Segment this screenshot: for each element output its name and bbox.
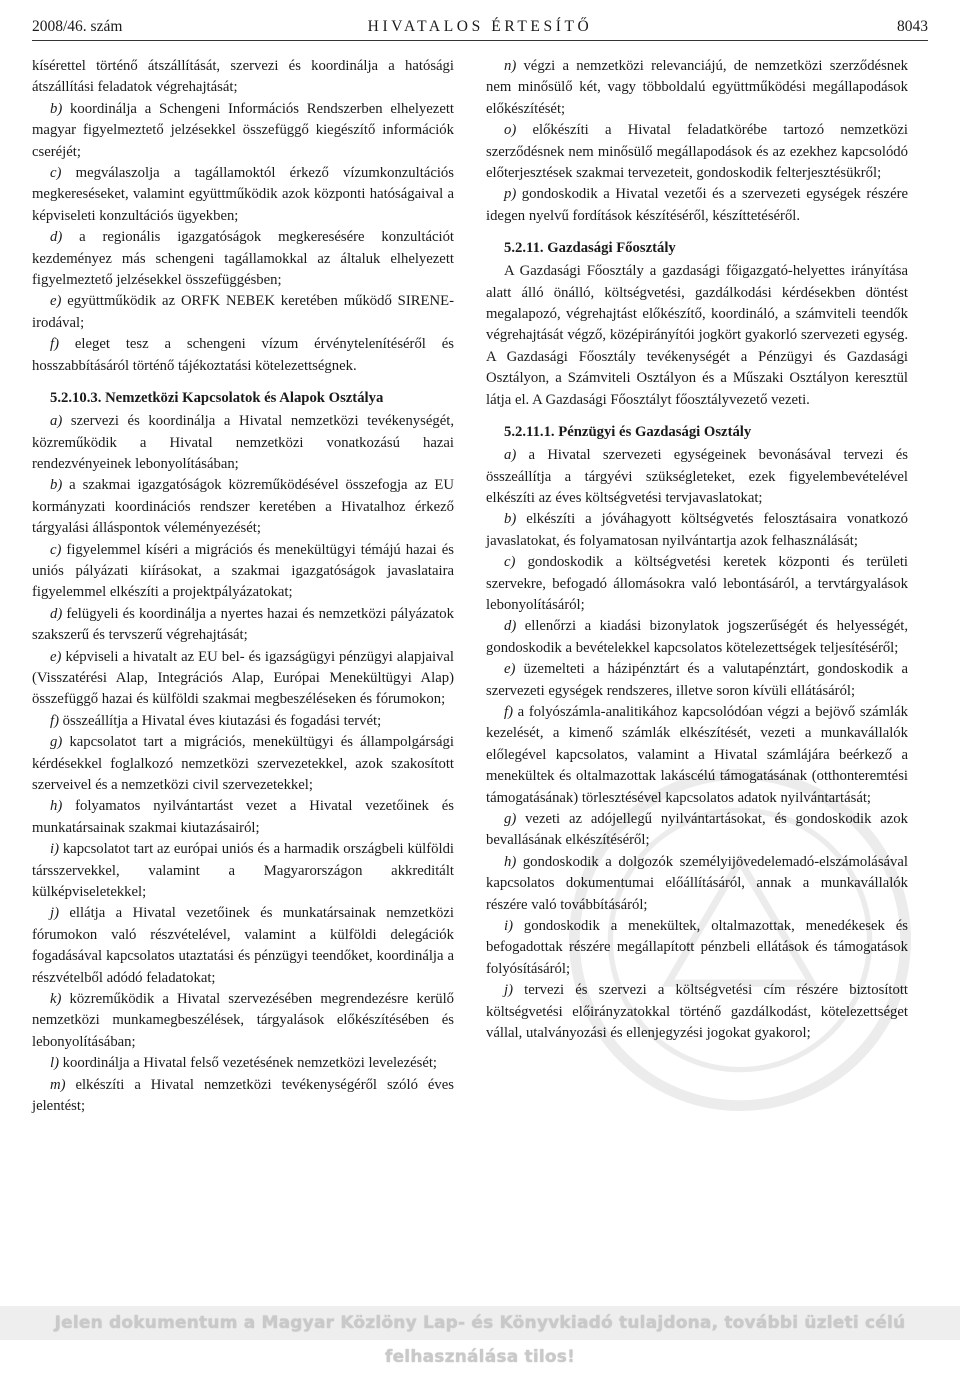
item-text: közreműködik a Hivatal szervezésében megrendezésre kerülő nemzetközi munkamegbeszélések, tárgyalások előkészítésében és lebonyolításában; bbox=[32, 991, 454, 1050]
publication-title: HIVATALOS ÉRTESÍTŐ bbox=[367, 18, 593, 35]
item-text: együttműködik az ORFK NEBEK keretében működő SIRENE-irodával; bbox=[32, 293, 454, 331]
list-item bbox=[32, 411, 454, 475]
item-label: b) bbox=[50, 100, 63, 117]
list-item bbox=[486, 445, 908, 509]
item-text: figyelemmel kíséri a migrációs és menekültügyi témájú hazai és uniós pályázati kiírásokat, a szakmai igazgatóságok javaslataira figyelemmel elkészíti a projektpályázatokat; bbox=[32, 541, 454, 601]
item-label: p) bbox=[504, 186, 517, 203]
item-label: b) bbox=[50, 477, 63, 494]
item-text: tervezi és szervezi a költségvetési cím részére biztosított költségvetési előirányzatokkal történő gazdálkodást, kötelezettséget vállal, utalványozási és ellenjegyzési jogokat gyakorol; bbox=[486, 982, 908, 1042]
item-text: folyamatos nyilvántartást vezet a Hivatal vezetőinek és munkatársainak szakmai kiutazásairól; bbox=[32, 798, 454, 836]
item-label: d) bbox=[50, 229, 63, 246]
item-label: f) bbox=[50, 336, 59, 353]
list-item bbox=[32, 1075, 454, 1118]
list-item bbox=[32, 732, 454, 796]
item-label: m) bbox=[50, 1076, 66, 1093]
item-label: o) bbox=[504, 122, 517, 139]
copyright-notice: Jelen dokumentum a Magyar Közlöny Lap- és Könyvkiadó tulajdona, további üzleti célú felhasználása tilos! bbox=[0, 1306, 960, 1340]
item-text: a folyószámla-analitikához kapcsolódóan végzi a bejövő számlák kezelését, a kimenő számlák elkészítését, vezeti a munkavállalók előlegével kapcsolatos, valamint a Hivatal számlájára beérkező a menekültek és oltalmazottak lakáscélú támogatásának (otthonteremtési támogatásának) törlesztésével kapcsolatos adatok nyilvántartását; bbox=[486, 703, 908, 806]
list-item bbox=[32, 334, 454, 377]
section-heading bbox=[486, 421, 908, 443]
item-text: szervezi és koordinálja a Hivatal nemzetközi tevékenységét, közreműködik a Hivatal nemzetközi vonatkozású hazai rendezvényeinek lebonyolításában; bbox=[32, 413, 454, 472]
list-item bbox=[486, 509, 908, 552]
item-text: kapcsolatot tart az európai uniós és a harmadik országbeli külföldi társszervekkel, valamint a Magyarországon akkreditált külképviseletekkel; bbox=[32, 841, 454, 901]
item-text: összeállítja a Hivatal éves kiutazási és fogadási tervét; bbox=[58, 712, 382, 729]
list-item bbox=[32, 903, 454, 989]
list-item bbox=[486, 659, 908, 702]
list-item bbox=[32, 227, 454, 291]
list-item bbox=[486, 616, 908, 659]
paragraph bbox=[486, 261, 908, 411]
list-item bbox=[486, 809, 908, 852]
item-text: képviseli a hivatalt az EU bel- és igazságügyi pénzügyi alapjaival (Visszatérési Alap, Integrációs Alap, Európai Menekültügyi Alap) összefüggő hazai és külföldi szakmai megbeszéléseken és fórumokon; bbox=[32, 648, 454, 708]
item-text: ellenőrzi a kiadási bizonylatok jogszerűségét és helyességét, gondoskodik a bevételekkel kapcsolatos kötelezettségek teljesítéséről; bbox=[486, 618, 908, 656]
item-text: a regionális igazgatóságok megkeresésére konzultációt kezdeményez más schengeni tagállamokkal az általuk elhelyezett figyelmeztető jelzésekkel összefüggésben; bbox=[32, 229, 454, 289]
issue-number: 2008/46. szám bbox=[32, 18, 123, 35]
item-text: kísérettel történő átszállítását, szervezi és koordinálja a hatósági átszállítási feladatok végrehajtását; bbox=[32, 58, 454, 96]
item-label: k) bbox=[50, 991, 62, 1008]
item-text: a szakmai igazgatóságok közreműködésével összefogja az EU kormányzati koordinációs rendszer keretében a Hivatalhoz érkező tárgyalási álláspontok véleményezését; bbox=[32, 477, 454, 537]
item-text: gondoskodik a költségvetési keretek központi és területi szervekre, befogadó állomásokra való lebontásáról, a tervtárgyalások lebonyolításáról; bbox=[486, 554, 908, 613]
list-item bbox=[486, 120, 908, 184]
page-header bbox=[32, 14, 928, 40]
item-label: b) bbox=[504, 511, 517, 528]
item-label: e) bbox=[50, 293, 62, 310]
item-label: c) bbox=[50, 165, 62, 182]
header-rule bbox=[32, 40, 928, 41]
section-heading-text: 5.2.10.3. Nemzetközi Kapcsolatok és Alapok Osztálya bbox=[50, 390, 384, 407]
item-text: gondoskodik a Hivatal vezetői és a szervezeti egységek részére idegen nyelvű fordítások készítéséről, készíttetéséről. bbox=[486, 186, 908, 224]
list-item bbox=[32, 163, 454, 227]
list-item bbox=[32, 99, 454, 163]
item-label: n) bbox=[504, 58, 517, 74]
item-text: elkészíti a Hivatal nemzetközi tevékenységéről szóló éves jelentést; bbox=[32, 1076, 454, 1115]
item-label: h) bbox=[504, 853, 517, 870]
item-text: A Gazdasági Főosztály a gazdasági főigazgató-helyettes irányítása alatt álló önálló, költségvetési, gazdálkodási kérdésekben döntést megalapozó, végrehajtást előkészítő, koordináló, a számviteli teendők végrehajtását végző, középirányítói jogkört gyakorló szervezeti egység. A Gazdasági Főosztály tevékenységét a Pénzügyi és Gazdasági Osztályon, a Számviteli Osztályon és a Műszaki Osztályon keresztül látja el. A Gazdasági Főosztályt főosztályvezető vezeti. bbox=[486, 263, 908, 408]
item-label: a) bbox=[50, 413, 63, 430]
list-item bbox=[486, 184, 908, 227]
page-number: 8043 bbox=[897, 18, 928, 35]
section-heading-text: 5.2.11.1. Pénzügyi és Gazdasági Osztály bbox=[504, 424, 752, 441]
item-label: h) bbox=[50, 798, 63, 815]
section-heading bbox=[32, 387, 454, 409]
item-text: gondoskodik a dolgozók személyijövedelemadó-elszámolásával kapcsolatos dokumentumai előállításáról, annak a munkavállalók részére való továbbításáról; bbox=[486, 853, 908, 913]
item-label: e) bbox=[504, 661, 516, 678]
item-text: üzemelteti a házipénztárt és a valutapénztárt, gondoskodik a szervezeti egységek rendszeres, illetve soron kívüli ellátásáról; bbox=[486, 661, 908, 699]
right-column bbox=[486, 56, 908, 1044]
item-text: a Hivatal szervezeti egységeinek bevonásával tervezi és összeállítja a tárgyévi szükségleteket, ezek figyelembevételével elkészíti az éves költségvetési tervjavaslatokat; bbox=[486, 447, 908, 506]
item-label: i) bbox=[504, 918, 513, 935]
item-label: j) bbox=[50, 905, 59, 922]
left-column bbox=[32, 56, 454, 1118]
item-text: előkészíti a Hivatal feladatkörébe tartozó nemzetközi szerződésnek nem minősülő megállapodások és az ezekhez kapcsolódó előterjesztések szakmai tervezeteit, gondoskodik felterjesztésükről; bbox=[486, 122, 908, 182]
item-label: f) bbox=[504, 703, 513, 720]
item-text: koordinálja a Hivatal felső vezetésének nemzetközi levelezését; bbox=[58, 1055, 438, 1072]
item-text: megválaszolja a tagállamoktól érkező vízumkonzultációs megkereséseket, valamint együttműködik azok központi hatóságaival a képviseleti konzultációs ügyekben; bbox=[32, 165, 454, 224]
item-text: ellátja a Hivatal vezetőinek és munkatársainak nemzetközi fórumokon való részvételével, valamint a külföldi delegációk fogadásával kapcsolatos utaztatási és pénzügyi teendőket, koordinálja a részvételből adódó feladatokat; bbox=[32, 905, 454, 986]
list-item bbox=[32, 540, 454, 604]
section-heading-text: 5.2.11. Gazdasági Főosztály bbox=[504, 240, 676, 257]
item-label: c) bbox=[504, 554, 516, 571]
list-item bbox=[32, 989, 454, 1053]
item-label: f) bbox=[50, 712, 59, 729]
item-text: végzi a nemzetközi relevanciájú, de nemzetközi szerződésnek nem minősülő két, vagy többoldalú együttműködési megállapodások előkészítését; bbox=[486, 58, 908, 117]
item-label: j) bbox=[504, 982, 513, 999]
item-label: e) bbox=[50, 648, 62, 665]
list-item bbox=[32, 291, 454, 334]
item-label: c) bbox=[50, 541, 62, 558]
list-item bbox=[486, 552, 908, 616]
item-label: g) bbox=[504, 811, 517, 827]
list-item bbox=[32, 647, 454, 711]
list-item bbox=[32, 1053, 454, 1074]
item-text: elkészíti a jóváhagyott költségvetés felosztásaira vonatkozó javaslatokat, és folyamatosan nyilvántartja azok felhasználását; bbox=[486, 511, 908, 549]
item-text: gondoskodik a menekültek, oltalmazottak, menedékesek és befogadottak részére megállapított pénzbeli ellátások és támogatások folyósításáról; bbox=[486, 918, 908, 977]
item-label: i) bbox=[50, 841, 59, 858]
section-heading bbox=[486, 237, 908, 259]
item-text: kapcsolatot tart a migrációs, menekültügyi és állampolgársági kérdésekkel foglalkozó nemzetközi szervezetekkel, azok szakosított szerveivel és a nemzetközi civil szervezetekkel; bbox=[32, 734, 454, 793]
list-item bbox=[486, 56, 908, 120]
item-text: vezeti az adójellegű nyilvántartásokat, és gondoskodik azok bevallásának elkészítéséről; bbox=[486, 811, 908, 849]
item-label: l) bbox=[50, 1055, 59, 1072]
item-label: a) bbox=[504, 447, 517, 464]
item-text: eleget tesz a schengeni vízum érvénytelenítéséről és hosszabbításáról történő tájékoztatási kötelezettségnek. bbox=[32, 336, 454, 374]
paragraph bbox=[32, 56, 454, 99]
list-item bbox=[32, 604, 454, 647]
list-item bbox=[486, 916, 908, 980]
item-text: felügyeli és koordinálja a nyertes hazai és nemzetközi pályázatok szakszerű és tervszerű végrehajtását; bbox=[32, 605, 454, 644]
list-item bbox=[32, 839, 454, 903]
item-text: koordinálja a Schengeni Információs Rendszerben elhelyezett magyar figyelmeztető jelzésekkel összefüggő kiegészítő információk cseréjét; bbox=[32, 100, 454, 160]
list-item bbox=[486, 702, 908, 809]
item-label: d) bbox=[50, 605, 63, 622]
list-item bbox=[32, 796, 454, 839]
list-item bbox=[486, 980, 908, 1044]
list-item bbox=[32, 711, 454, 732]
list-item bbox=[32, 475, 454, 539]
list-item bbox=[486, 852, 908, 916]
item-label: d) bbox=[504, 618, 517, 635]
item-label: g) bbox=[50, 734, 63, 751]
